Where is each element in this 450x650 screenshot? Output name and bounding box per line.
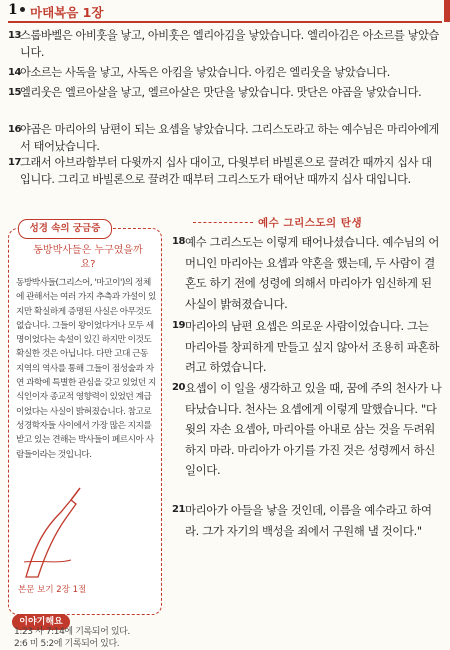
verse-number: 19 (172, 320, 185, 331)
verse-number: 17 (8, 157, 21, 168)
verse-text: 마리아의 남편 요셉은 의로운 사람이었습니다. 그는 마리아를 창피하게 만들고 싶지 않아서 조용히 파혼하려고 하였습니다. (185, 319, 439, 374)
verse-21 (172, 500, 442, 541)
footnote-line-2: 2:6 미 5:2에 기록되어 있다. (14, 639, 120, 649)
verse-text: 엘리웃은 엘르아살을 낳고, 엘르아살은 맛단을 낳았습니다. 맛단은 야곱을 낳았습니다. (20, 86, 422, 99)
sidebar-reference: 본문 보기 2장 1절 (18, 585, 87, 595)
footnote-tag: 이야기해요 (12, 614, 70, 630)
verse-text: 스룹바벨은 아비훗을 낳고, 아비훗은 엘리아김을 낳았습니다. 엘리아김은 아소르를 낳았습니다. (20, 29, 439, 59)
verse-19 (172, 316, 442, 378)
verse-number: 15 (8, 87, 21, 98)
verse-20 (172, 378, 442, 481)
sidebar-tag: 성경 속의 궁금증 (18, 219, 112, 239)
sidebar-heading: 동방박사들은 누구였을까요? (33, 245, 143, 270)
section-title: 예수 그리스도의 탄생 (258, 217, 363, 229)
verse-text: 아소르는 사독을 낳고, 사독은 아킴을 낳았습니다. 아킴은 엘리웃을 낳았습니다. (20, 66, 390, 79)
verse-number: 20 (172, 382, 185, 393)
page-edge-tab (444, 0, 450, 22)
chapter-title: 마태복음 1장 (30, 5, 104, 20)
verse-text: 마리아가 아들을 낳을 것인데, 이름을 예수라고 하여라. 그가 자기의 백성을 죄에서 구원해 낼 것이다." (185, 503, 432, 538)
verse-number: 16 (8, 124, 21, 135)
writing-hand-icon (16, 482, 86, 582)
verse-text: 야곱은 마리아의 남편이 되는 요셉을 낳았습니다. 그리스도라고 하는 예수님은 마리아에게서 태어났습니다. (20, 123, 439, 153)
sidebar-body: 동방박사들(그리스어, '마고이')의 정체에 관해서는 여러 가지 추측과 가설이 있지만 확실하게 증명된 사실은 아무것도 없습니다. 그들이 왕이었다거나 모두 세 명이었다는 속설이 있긴 하지만 이것도 확실한 것은 아닙니다. 다만 고대 근동 지역의 역사를 통해 그들이 점성술과 자연 과학에 특별한 관심을 갖고 있었던 지식인이자 종교적 영향력이 있었던 계급이었다는 사실이 밝혀졌습니다. 참고로 성경학자들 사이에서 가장 많은 지지를 받고 있는 견해는 박사들이 페르시아 사람들이라는 것입니다. (16, 278, 156, 460)
footnote-line-1: 1:23 사 7:14에 기록되어 있다. (14, 627, 130, 637)
verse-text: 예수 그리스도는 이렇게 태어나셨습니다. 예수님의 어머니인 마리아는 요셉과 약혼을 했는데, 두 사람이 결혼도 하기 전에 성령에 의해서 마리아가 임신하게 된 사실이 밝혀졌습니다. (185, 235, 439, 311)
verse-number: 14 (8, 67, 21, 78)
verse-number: 18 (172, 236, 185, 247)
verse-text: 그래서 아브라함부터 다윗까지 십사 대이고, 다윗부터 바빌론으로 끌려간 때까지 십사 대입니다. 그리고 바빌론으로 끌려간 때부터 그리스도가 태어난 때까지 십사 대입니다. (20, 156, 432, 186)
sidebar-box (8, 0, 168, 595)
verse-text: 요셉이 이 일을 생각하고 있을 때, 꿈에 주의 천사가 나타났습니다. 천사는 요셉에게 이렇게 말했습니다. "다윗의 자손 요셉아, 마리아를 아내로 삼는 것을 두려워하지 마라. 마리아가 아기를 가진 것은 성령께서 하신 일이다. (185, 381, 442, 477)
verse-number: 21 (172, 504, 185, 515)
verse-number: 13 (8, 30, 21, 41)
verse-18 (172, 232, 442, 314)
page-number: 1 (8, 2, 18, 18)
